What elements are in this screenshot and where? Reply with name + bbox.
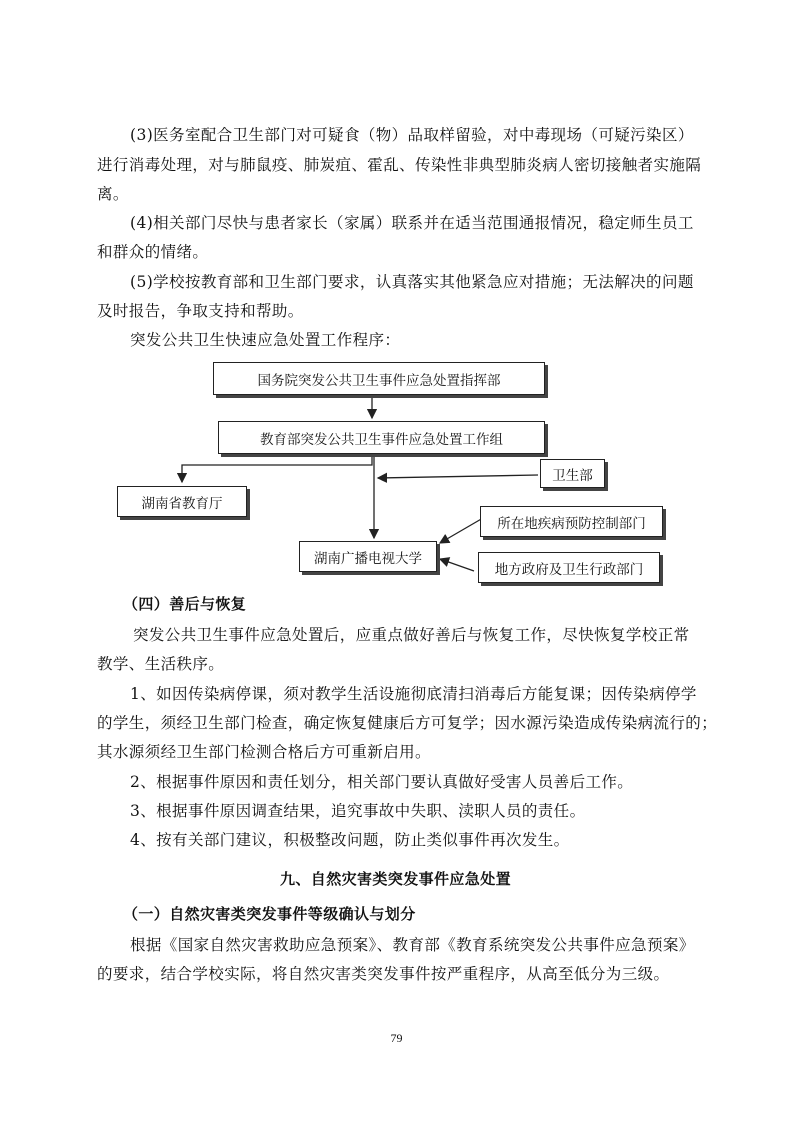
chapter-9-title: 九、自然灾害类突发事件应急处置: [280, 870, 512, 888]
arrow-weishengbu: [378, 475, 538, 478]
box-weishengbu: 卫生部: [540, 459, 605, 488]
item-1-line-3: 其水源须经卫生部门检测合格后方可重新启用。: [97, 743, 431, 761]
section-4-title: （四）善后与恢复: [123, 595, 247, 613]
subsection-1-para-line-1: 根据《国家自然灾害救助应急预案》、教育部《教育系统突发公共事件应急预案》: [130, 936, 695, 954]
para-3-line-3: 离。: [97, 185, 129, 203]
para-4-line-1: (4)相关部门尽快与患者家长（家属）联系并在适当范围通报情况，稳定师生员工: [130, 214, 694, 232]
para-5-line-1: (5)学校按教育部和卫生部门要求，认真落实其他紧急应对措施；无法解决的问题: [130, 273, 694, 291]
flow-intro: 突发公共卫生快速应急处置工作程序：: [130, 331, 401, 349]
item-3: 3、根据事件原因调查结果，追究事故中失职、渎职人员的责任。: [130, 802, 586, 820]
arrow-cdc: [440, 518, 483, 543]
box-hunan-edu: 湖南省教育厅: [117, 486, 247, 517]
box-hunan-tv: 湖南广播电视大学: [299, 541, 437, 572]
para-5-line-2: 及时报告，争取支持和帮助。: [97, 302, 304, 320]
item-1-line-1: 1、如因传染病停课，须对教学生活设施彻底清扫消毒后方能复课；因传染病停学: [130, 685, 697, 703]
page-number: 79: [390, 1031, 403, 1045]
item-2: 2、根据事件原因和责任划分，相关部门要认真做好受害人员善后工作。: [130, 773, 634, 791]
arrow-local-gov: [440, 559, 474, 571]
item-4: 4、按有关部门建议，积极整改问题，防止类似事件再次发生。: [130, 831, 570, 849]
para-4-line-2: 和群众的情绪。: [97, 243, 209, 261]
para-3-line-2: 进行消毒处理，对与肺鼠疫、肺炭疽、霍乱、传染性非典型肺炎病人密切接触者实施隔: [97, 156, 702, 174]
para-3-line-1: (3)医务室配合卫生部门对可疑食（物）品取样留验，对中毒现场（可疑污染区）: [130, 126, 694, 144]
arrow-to-hunan-edu: [182, 455, 372, 482]
box-cdc: 所在地疾病预防控制部门: [480, 506, 663, 537]
subsection-1-para-line-2: 的要求，结合学校实际，将自然灾害类突发事件按严重程序，从高至低分为三级。: [97, 965, 670, 983]
section-4-intro-line-1: 突发公共卫生事件应急处置后，应重点做好善后与恢复工作，尽快恢复学校正常: [133, 626, 690, 644]
item-1-line-2: 的学生，须经卫生部门检查，确定恢复健康后方可复学；因水源污染造成传染病流行的；: [97, 714, 718, 732]
section-4-intro-line-2: 教学、生活秩序。: [97, 655, 225, 673]
box-jiaoyubu: 教育部突发公共卫生事件应急处置工作组: [218, 421, 545, 454]
box-local-gov: 地方政府及卫生行政部门: [478, 552, 660, 583]
subsection-1-title: （一）自然灾害类突发事件等级确认与划分: [123, 905, 416, 923]
box-guowuyuan: 国务院突发公共卫生事件应急处置指挥部: [213, 362, 545, 395]
